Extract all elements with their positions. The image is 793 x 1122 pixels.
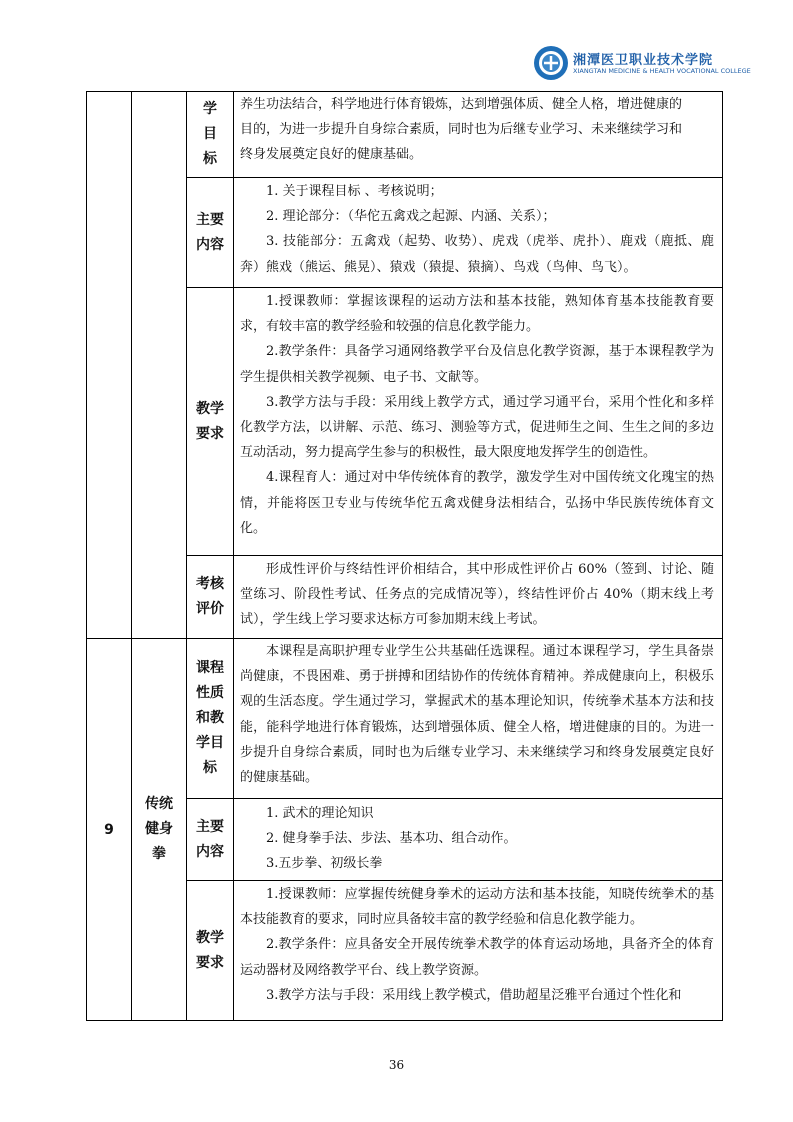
row-label: 课程性质和教学目标 bbox=[187, 639, 234, 799]
table-row bbox=[87, 639, 723, 799]
course-table bbox=[86, 91, 723, 1021]
row-label: 教学要求 bbox=[187, 881, 234, 1021]
row-label: 学目标 bbox=[187, 92, 234, 178]
row-label: 教学要求 bbox=[187, 288, 234, 556]
row-label: 主要内容 bbox=[187, 178, 234, 288]
logo-chinese-name: 湘潭医卫职业技术学院 bbox=[573, 53, 714, 68]
page-number: 36 bbox=[388, 1058, 405, 1072]
row-label: 主要内容 bbox=[187, 799, 234, 881]
content-text: 1. 关于课程目标 、考核说明； 2. 理论部分：（华佗五禽戏之起源、内涵、关系）； 3. 技能部分：五禽戏（起势、收势）、虎戏（虎举、虎扑）、鹿戏（鹿抵、鹿奔）熊戏（熊运、熊晃）、猿戏（猿提、猿摘）、鸟戏（鸟伸、鸟飞）。 bbox=[234, 178, 723, 288]
table-row bbox=[87, 92, 723, 178]
requirements-text: 1.授课教师：掌握该课程的运动方法和基本技能，熟知体育基本技能教育要求，有较丰富的教学经验和较强的信息化教学能力。 2.教学条件：具备学习通网络教学平台及信息化教学资源，基于本课程教学为学生提供相关教学视频、电子书、文献等。 3.教学方法与手段：采用线上教学方式，通过学习通平台，采用个性化和多样化教学方法，以讲解、示范、练习、测验等方式，促进师生之间、生生之间的多边互动活动，努力提高学生参与的积极性，最大限度地发挥学生的创造性。 4.课程育人：通过对中华传统体育的教学，激发学生对中国传统文化瑰宝的热情，并能将医卫专业与传统华佗五禽戏健身法相结合，弘扬中华民族传统体育文化。 bbox=[234, 288, 723, 556]
college-logo bbox=[533, 43, 751, 83]
logo-english-name: XIANGTAN MEDICINE & HEALTH VOCATIONAL COLLEGE bbox=[573, 67, 751, 75]
course-number: 9 bbox=[87, 639, 132, 1021]
course-name-cell-empty bbox=[132, 92, 187, 639]
course-number-cell-empty bbox=[87, 92, 132, 639]
row-label: 考核评价 bbox=[187, 556, 234, 639]
goal-text: 养生功法结合，科学地进行体育锻炼，达到增强体质、健全人格，增进健康的 目的，为进一步提升自身综合素质，同时也为后继专业学习、未来继续学习和 终身发展奠定良好的健康基础。 bbox=[234, 92, 723, 178]
requirements-text: 1.授课教师：应掌握传统健身拳术的运动方法和基本技能，知晓传统拳术的基本技能教育的要求，同时应具备较丰富的教学经验和信息化教学能力。 2.教学条件：应具备安全开展传统拳术教学的体育运动场地，具备齐全的体育运动器材及网络教学平台、线上教学资源。 3.教学方法与手段：采用线上教学模式，借助超星泛雅平台通过个性化和 bbox=[234, 881, 723, 1021]
college-emblem-icon bbox=[533, 45, 569, 81]
course-name: 传统健身拳 bbox=[132, 639, 187, 1021]
assessment-text: 形成性评价与终结性评价相结合，其中形成性评价占 60%（签到、讨论、随堂练习、阶段性考试、任务点的完成情况等），终结性评价占 40%（期末线上考试），学生线上学习要求达标方可参加期末线上考试。 bbox=[234, 556, 723, 639]
nature-goal-text: 本课程是高职护理专业学生公共基础任选课程。通过本课程学习，学生具备崇尚健康，不畏困难、勇于拼搏和团结协作的传统体育精神。养成健康向上，积极乐观的生活态度。学生通过学习，掌握武术的基本理论知识，传统拳术基本方法和技能，能科学地进行体育锻炼，达到增强体质、健全人格，增进健康的目的。为进一步提升自身综合素质，同时也为后继专业学习、未来继续学习和终身发展奠定良好的健康基础。 bbox=[234, 639, 723, 799]
content-text: 1. 武术的理论知识 2. 健身拳手法、步法、基本功、组合动作。 3.五步拳、初级长拳 bbox=[234, 799, 723, 881]
